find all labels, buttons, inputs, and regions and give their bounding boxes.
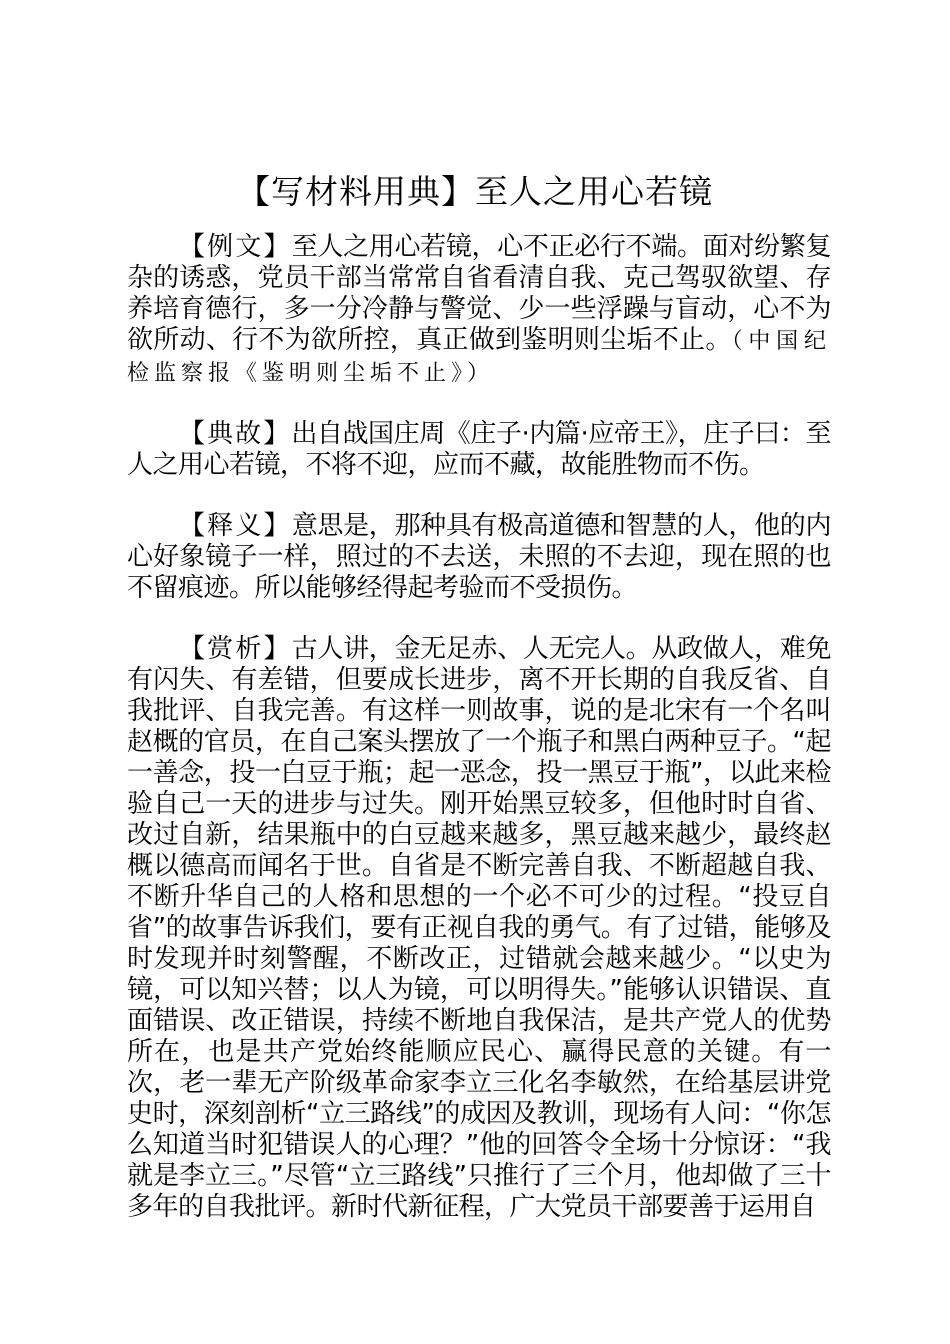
paragraph-text-example: 至人之用心若镜，心不正必行不端。面对纷繁复杂的诱惑，党员干部当常常自省看清自我、克己驾驭欲望、存养培育德行，多一分冷静与警觉、少一些浮躁与盲动，心不为欲所动、行不为欲所控，真正做到鉴明则尘垢不止。	[127, 232, 831, 355]
paragraph-example	[127, 232, 831, 389]
document-title: 【写材料用典】至人之用心若镜	[237, 172, 713, 211]
paragraph-allusion	[127, 419, 831, 481]
paragraph-tag-example: 【例文】	[179, 232, 292, 262]
paragraph-source-citation: （中国纪检监察报《鉴明则尘垢不止》）	[127, 329, 831, 386]
paragraph-tag-allusion: 【典故】	[179, 419, 292, 449]
paragraph-meaning	[127, 511, 831, 604]
paragraph-text-allusion: 出自战国庄周《庄子·内篇·应帝王》，庄子曰：至人之用心若镜，不将不迎，应而不藏，故能胜物而不伤。	[127, 419, 831, 480]
paragraph-text-analysis: 古人讲，金无足赤、人无完人。从政做人，难免有闪失、有差错，但要成长进步，离不开长期的自我反省、自我批评、自我完善。有这样一则故事，说的是北宋有一个名叫赵概的官员，在自己案头摆放了一个瓶子和黑白两种豆子。“起一善念，投一白豆于瓶；起一恶念，投一黑豆于瓶”，以此来检验自己一天的进步与过失。刚开始黑豆较多，但他时时自省、改过自新，结果瓶中的白豆越来越多，黑豆越来越少，最终赵概以德高而闻名于世。自省是不断完善自我、不断超越自我、不断升华自己的人格和思想的一个必不可少的过程。“投豆自省”的故事告诉我们，要有正视自我的勇气。有了过错，能够及时发现并时刻警醒，不断改正，过错就会越来越少。“以史为镜，可以知兴替；以人为镜，可以明得失。”能够认识错误、直面错误、改正错误，持续不断地自我保洁，是共产党人的优势所在，也是共产党始终能顺应民心、赢得民意的关键。有一次，老一辈无产阶级革命家李立三化名李敏然，在给基层讲党史时，深刻剖析“立三路线”的成因及教训，现场有人问：“你怎么知道当时犯错误人的心理？”他的回答令全场十分惊讶：“我就是李立三。”尽管“立三路线”只推行了三个月，他却做了三十多年的自我批评。新时代新征程，广大党员干部要善于运用自	[127, 634, 831, 1222]
paragraph-analysis	[127, 634, 831, 1223]
paragraph-tag-analysis: 【赏析】	[179, 634, 292, 664]
document-body	[127, 232, 831, 1253]
paragraph-text-meaning: 意思是，那种具有极高道德和智慧的人，他的内心好象镜子一样，照过的不去送，未照的不去迎，现在照的也不留痕迹。所以能够经得起考验而不受损伤。	[127, 511, 831, 603]
paragraph-tag-meaning: 【释义】	[179, 511, 292, 541]
